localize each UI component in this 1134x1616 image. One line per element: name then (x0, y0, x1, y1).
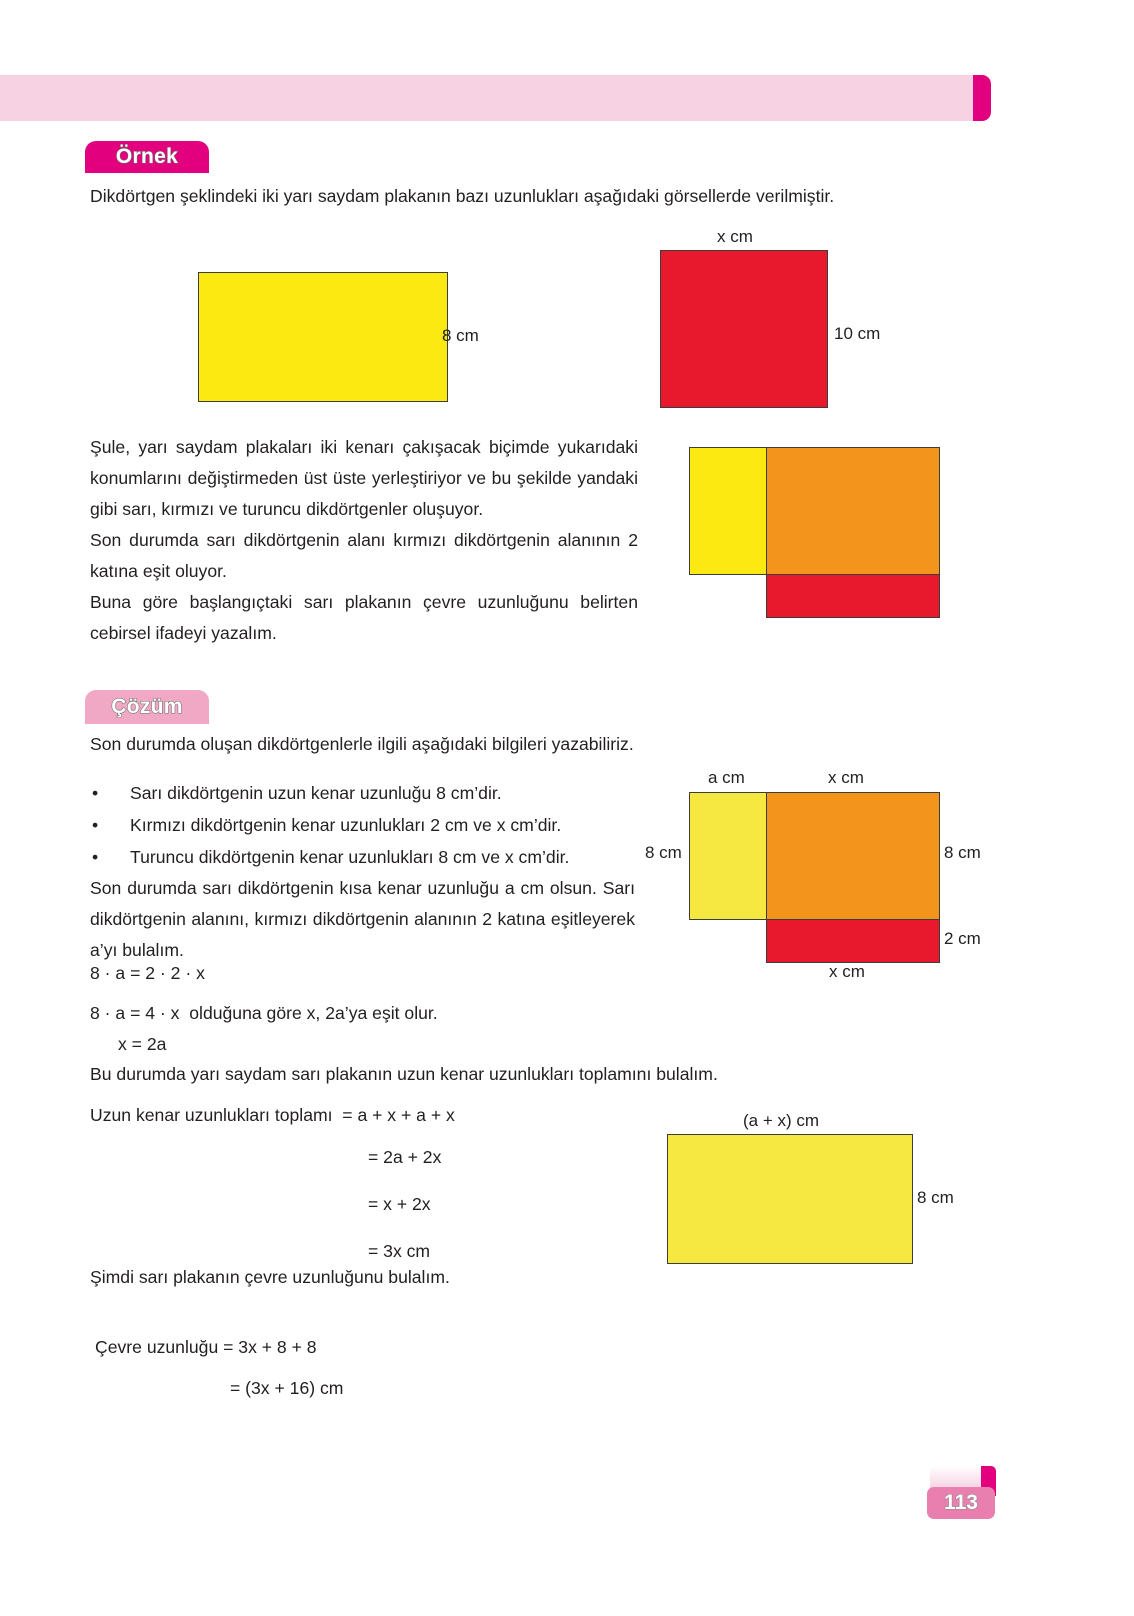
example-paragraph-1: Şule, yarı saydam plakaları iki kenarı çakışacak biçimde yukarıdaki konumlarını değiştirmeden üst üste yerleştiriyor ve bu şekilde yandaki gibi sarı, kırmızı ve turuncu dikdörtgenler oluşuyor. (90, 437, 638, 519)
solution-intro-text: Son durumda oluşan dikdörtgenlerle ilgili aşağıdaki bilgileri yazabiliriz. (90, 734, 634, 754)
sum-line-4: = 3x cm (368, 1241, 431, 1261)
overlap2-red-part (766, 919, 940, 963)
sum-line-1: Uzun kenar uzunlukları toplamı = a + x + a + x (90, 1105, 455, 1125)
overlap1-red-part (766, 574, 940, 618)
overlap2-right-top-label: 8 cm (944, 843, 981, 862)
sum-line-3: = x + 2x (368, 1194, 431, 1214)
list-item (92, 778, 502, 809)
ornek-badge: Örnek (85, 141, 209, 173)
solution-paragraph-1: Son durumda sarı dikdörtgenin kısa kenar uzunluğu a cm olsun. Sarı dikdörtgenin alanını, kırmızı dikdörtgenin alanının 2 katına eşitleyerek a’yı bulalım. (90, 878, 635, 960)
list-item (92, 842, 569, 873)
overlap1-orange-part (766, 447, 940, 575)
example-intro-text: Dikdörtgen şeklindeki iki yarı saydam plakanın bazı uzunlukları aşağıdaki görsellerde verilmiştir. (90, 186, 835, 206)
list-item (92, 810, 561, 841)
red-rectangle (660, 250, 828, 408)
solution-paragraph-2: Bu durumda yarı saydam sarı plakanın uzun kenar uzunlukları toplamını bulalım. (90, 1064, 718, 1084)
perimeter-line-2: = (3x + 16) cm (230, 1378, 344, 1398)
header-banner-tab (973, 75, 991, 121)
overlap2-top-left-label: a cm (708, 768, 745, 787)
equation-2: 8 · a = 4 · x olduğuna göre x, 2a’ya eşit olur. (90, 1003, 438, 1023)
bullet-glyph: • (92, 783, 99, 803)
overlap2-bottom-label: x cm (829, 962, 865, 981)
yellow-rectangle-height-label: 8 cm (442, 326, 479, 345)
list-item-label: Kırmızı dikdörtgenin kenar uzunlukları 2 cm ve x cm’dir. (130, 815, 562, 835)
perimeter-line-1: Çevre uzunluğu = 3x + 8 + 8 (95, 1337, 317, 1357)
red-rectangle-height-label: 10 cm (834, 324, 881, 343)
final-rectangle-width-label: (a + x) cm (743, 1111, 820, 1130)
list-item-label: Sarı dikdörtgenin uzun kenar uzunluğu 8 cm’dir. (130, 783, 502, 803)
sum-line-2: = 2a + 2x (368, 1147, 442, 1167)
overlap2-right-bottom-label: 2 cm (944, 929, 981, 948)
yellow-rectangle (198, 272, 448, 402)
example-paragraph-3: Buna göre başlangıçtaki sarı plakanın çevre uzunluğunu belirten cebirsel ifadeyi yazalım. (90, 592, 638, 643)
bullet-glyph: • (92, 847, 99, 867)
equation-3: x = 2a (118, 1034, 167, 1054)
equation-1: 8 · a = 2 · 2 · x (90, 963, 205, 983)
final-rectangle-height-label: 8 cm (917, 1188, 954, 1207)
bullet-glyph: • (92, 815, 99, 835)
overlap1-yellow-part (689, 447, 767, 575)
header-banner (0, 75, 975, 121)
example-paragraph-2: Son durumda sarı dikdörtgenin alanı kırmızı dikdörtgenin alanının 2 katına eşit oluyor. (90, 530, 638, 581)
page-number: 113 (927, 1487, 995, 1519)
cozum-badge: Çözüm (85, 690, 209, 724)
red-rectangle-width-label: x cm (717, 227, 753, 246)
solution-paragraph-3: Şimdi sarı plakanın çevre uzunluğunu bulalım. (90, 1267, 450, 1287)
list-item-label: Turuncu dikdörtgenin kenar uzunlukları 8 cm ve x cm’dir. (130, 847, 570, 867)
overlap2-top-right-label: x cm (828, 768, 864, 787)
overlap2-orange-part (766, 792, 940, 920)
final-yellow-rectangle (667, 1134, 913, 1264)
overlap2-left-label: 8 cm (645, 843, 682, 862)
overlap2-yellow-part (689, 792, 767, 920)
